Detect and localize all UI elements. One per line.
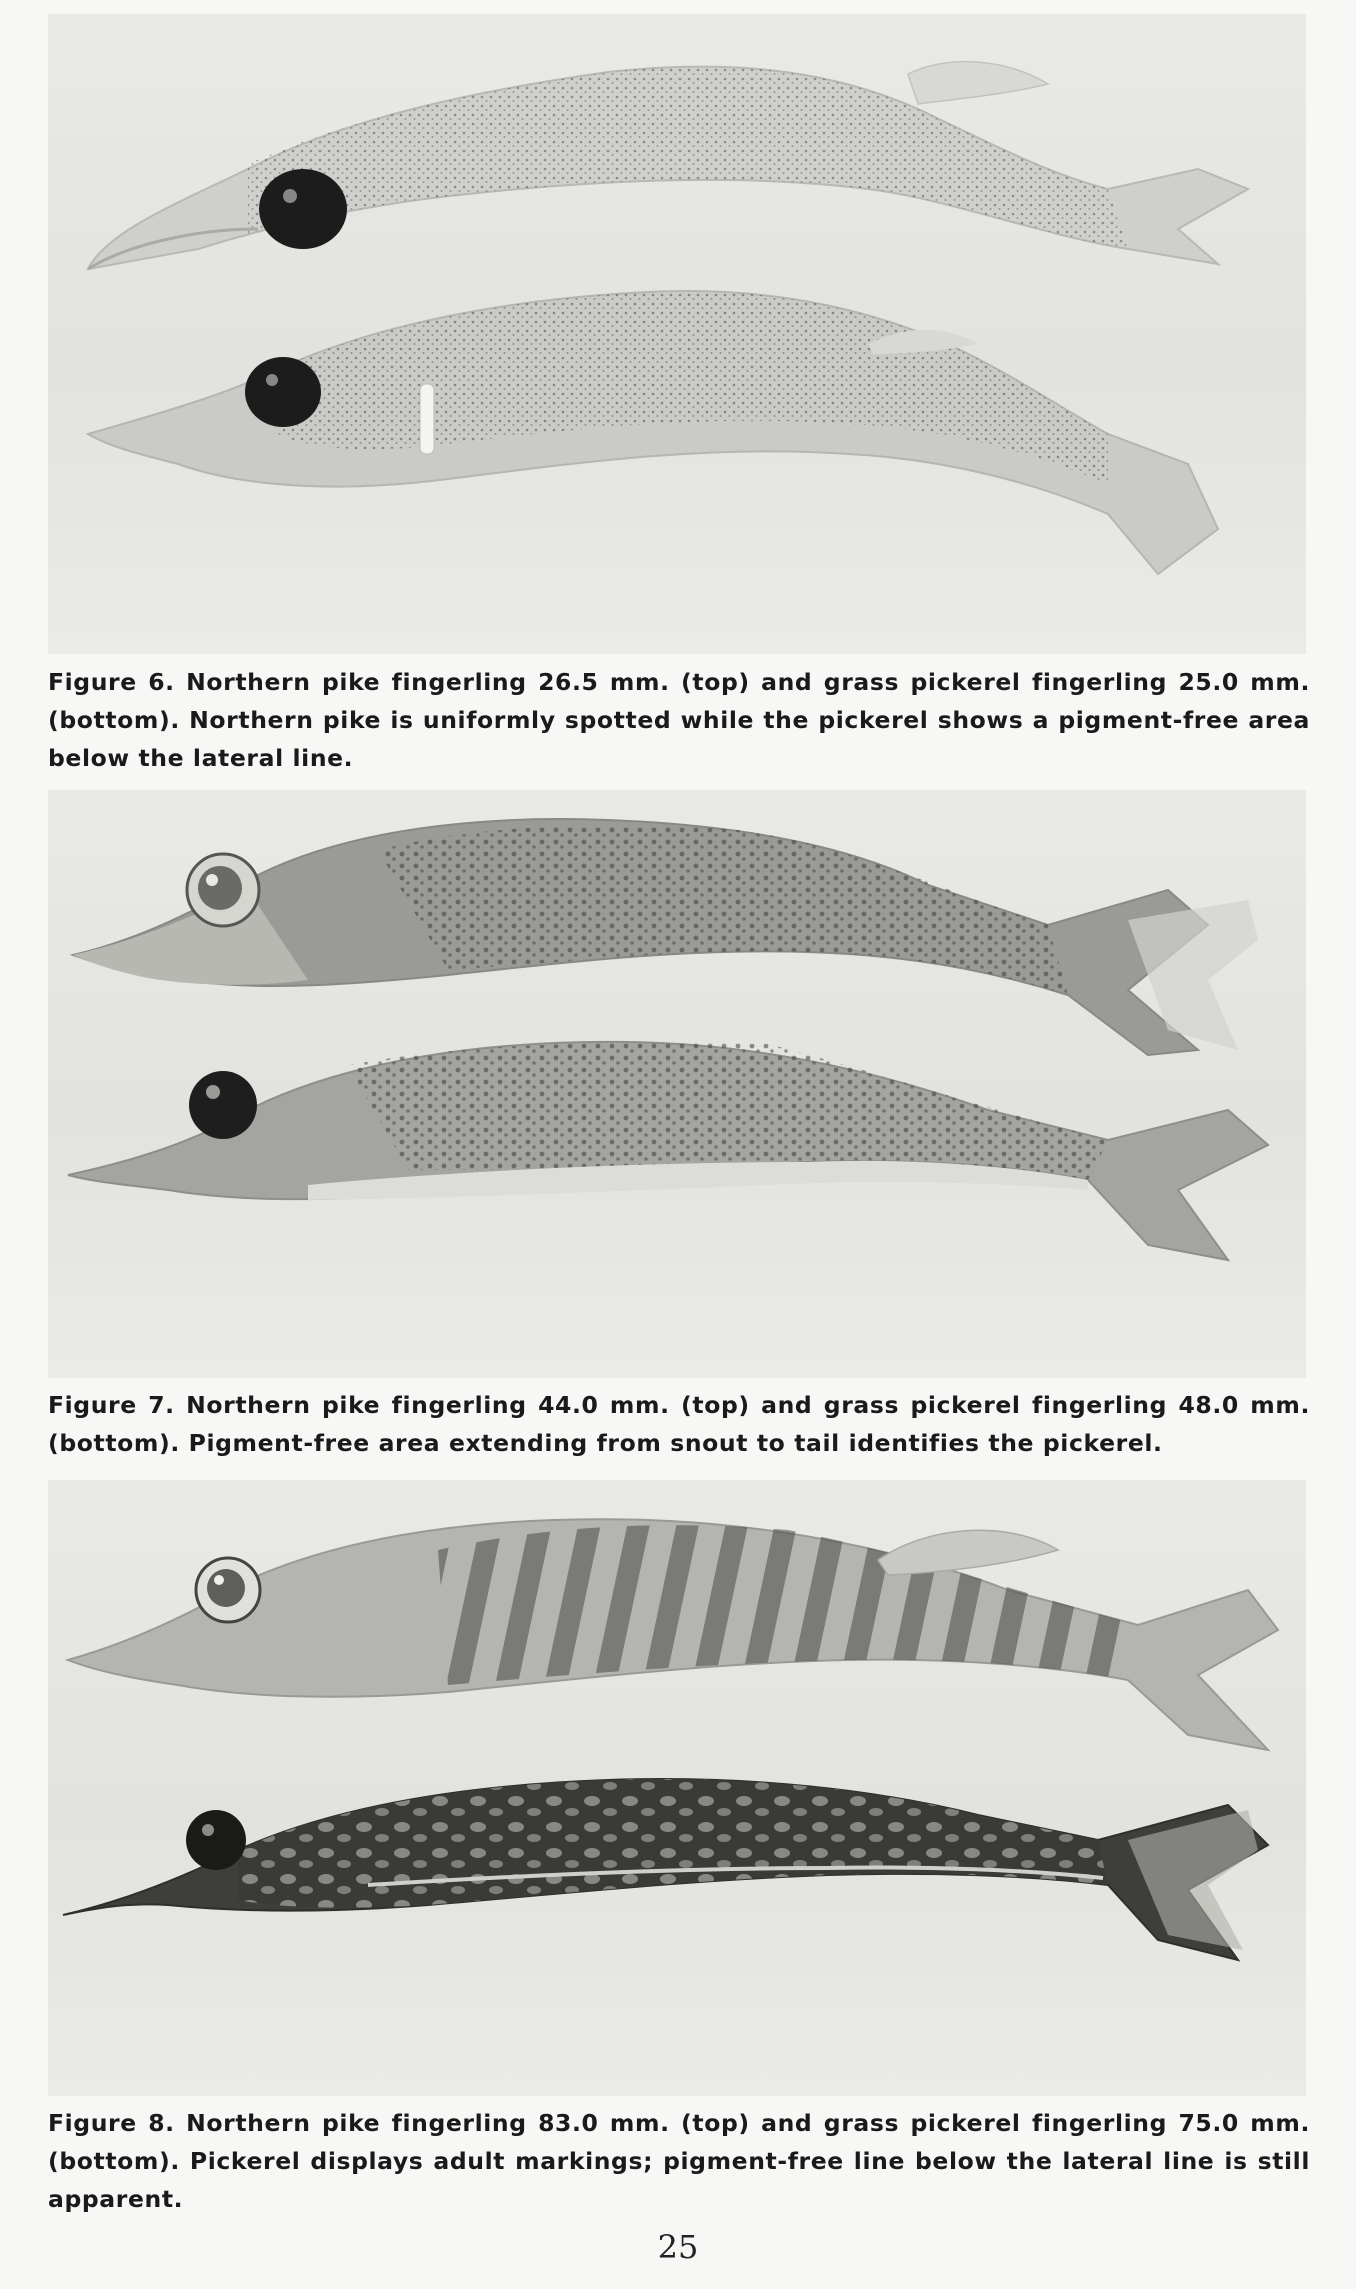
figure-8-caption: Figure 8. Northern pike fingerling 83.0 mm. (top) and grass pickerel fingerling 75.0 mm. (bottom). Pickerel displays adult markings; pigment-free line below the lateral line is still apparent.	[48, 2109, 1310, 2213]
figure-8-photo	[48, 1480, 1306, 2096]
figure-7-fish-illustration	[48, 790, 1306, 1378]
northern-pike-fingerling-top	[73, 819, 1258, 1055]
figure-7-photo	[48, 790, 1306, 1378]
figure-8-fish-illustration	[48, 1480, 1306, 2096]
page-number: 25	[657, 2228, 699, 2266]
figure-6-photo	[48, 14, 1306, 654]
figure-6-caption: Figure 6. Northern pike fingerling 26.5 mm. (top) and grass pickerel fingerling 25.0 mm. (bottom). Northern pike is uniformly spotted while the pickerel shows a pigment-free area below the lateral line.	[48, 668, 1310, 772]
grass-pickerel-fingerling-bottom	[88, 291, 1218, 574]
northern-pike-fingerling-top	[88, 62, 1248, 269]
figure-7-caption: Figure 7. Northern pike fingerling 44.0 mm. (top) and grass pickerel fingerling 48.0 mm. (bottom). Pigment-free area extending from snout to tail identifies the pickerel.	[48, 1391, 1310, 1457]
figure-6-fish-illustration	[48, 14, 1306, 654]
northern-pike-fingerling-top	[68, 1519, 1278, 1750]
grass-pickerel-fingerling-bottom	[68, 1042, 1268, 1260]
grass-pickerel-fingerling-bottom	[63, 1779, 1268, 1960]
